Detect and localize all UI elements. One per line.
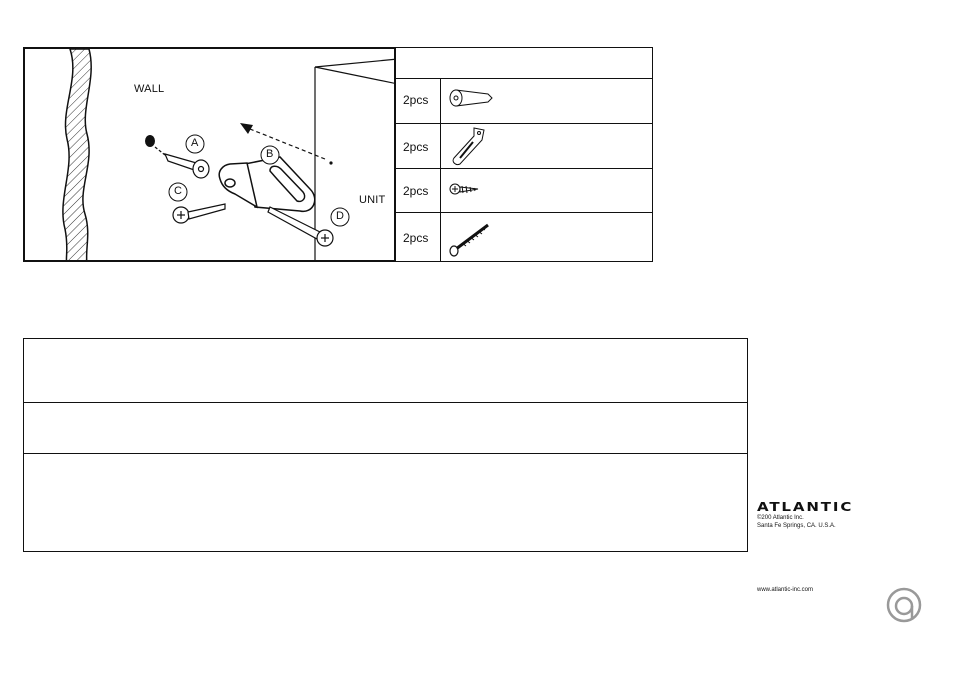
wall-shape [63, 49, 91, 262]
instruction-table [23, 338, 748, 552]
part-qty: 2pcs [403, 93, 429, 107]
callout-b: B [266, 148, 274, 160]
part-qty: 2pcs [403, 231, 429, 245]
parts-list [396, 47, 653, 262]
website-link[interactable]: www.atlantic-inc.com [757, 587, 814, 593]
parts-row [396, 212, 652, 262]
wall-hole [145, 135, 155, 147]
part-qty: 2pcs [403, 184, 429, 198]
callout-d: D [336, 210, 345, 222]
part-qty: 2pcs [403, 140, 429, 154]
callout-c: C [174, 185, 183, 197]
anchor-A [155, 147, 209, 178]
wall-anchor-icon [448, 85, 498, 111]
screw-D [268, 207, 333, 246]
screw-C [173, 204, 225, 223]
bracket-B [219, 157, 315, 211]
diagram-drawing [25, 49, 396, 262]
atlantic-logo: ATLANTIC [757, 500, 854, 514]
table-divider [24, 453, 747, 454]
wall-label: WALL [134, 83, 165, 95]
recycle-icon [885, 586, 923, 624]
copyright-text: ©200 Atlantic Inc. [757, 515, 804, 521]
brand-block [757, 500, 854, 530]
l-bracket-icon [448, 126, 488, 166]
parts-row [396, 123, 652, 168]
callout-a: A [191, 137, 199, 149]
assembly-diagram [23, 47, 396, 262]
long-screw-icon [448, 221, 494, 257]
table-divider [24, 402, 747, 403]
parts-row [396, 78, 652, 123]
short-screw-icon [448, 179, 488, 203]
unit-label: UNIT [359, 194, 386, 206]
address-text: Santa Fe Springs, CA. U.S.A. [757, 523, 836, 529]
parts-row [396, 168, 652, 212]
